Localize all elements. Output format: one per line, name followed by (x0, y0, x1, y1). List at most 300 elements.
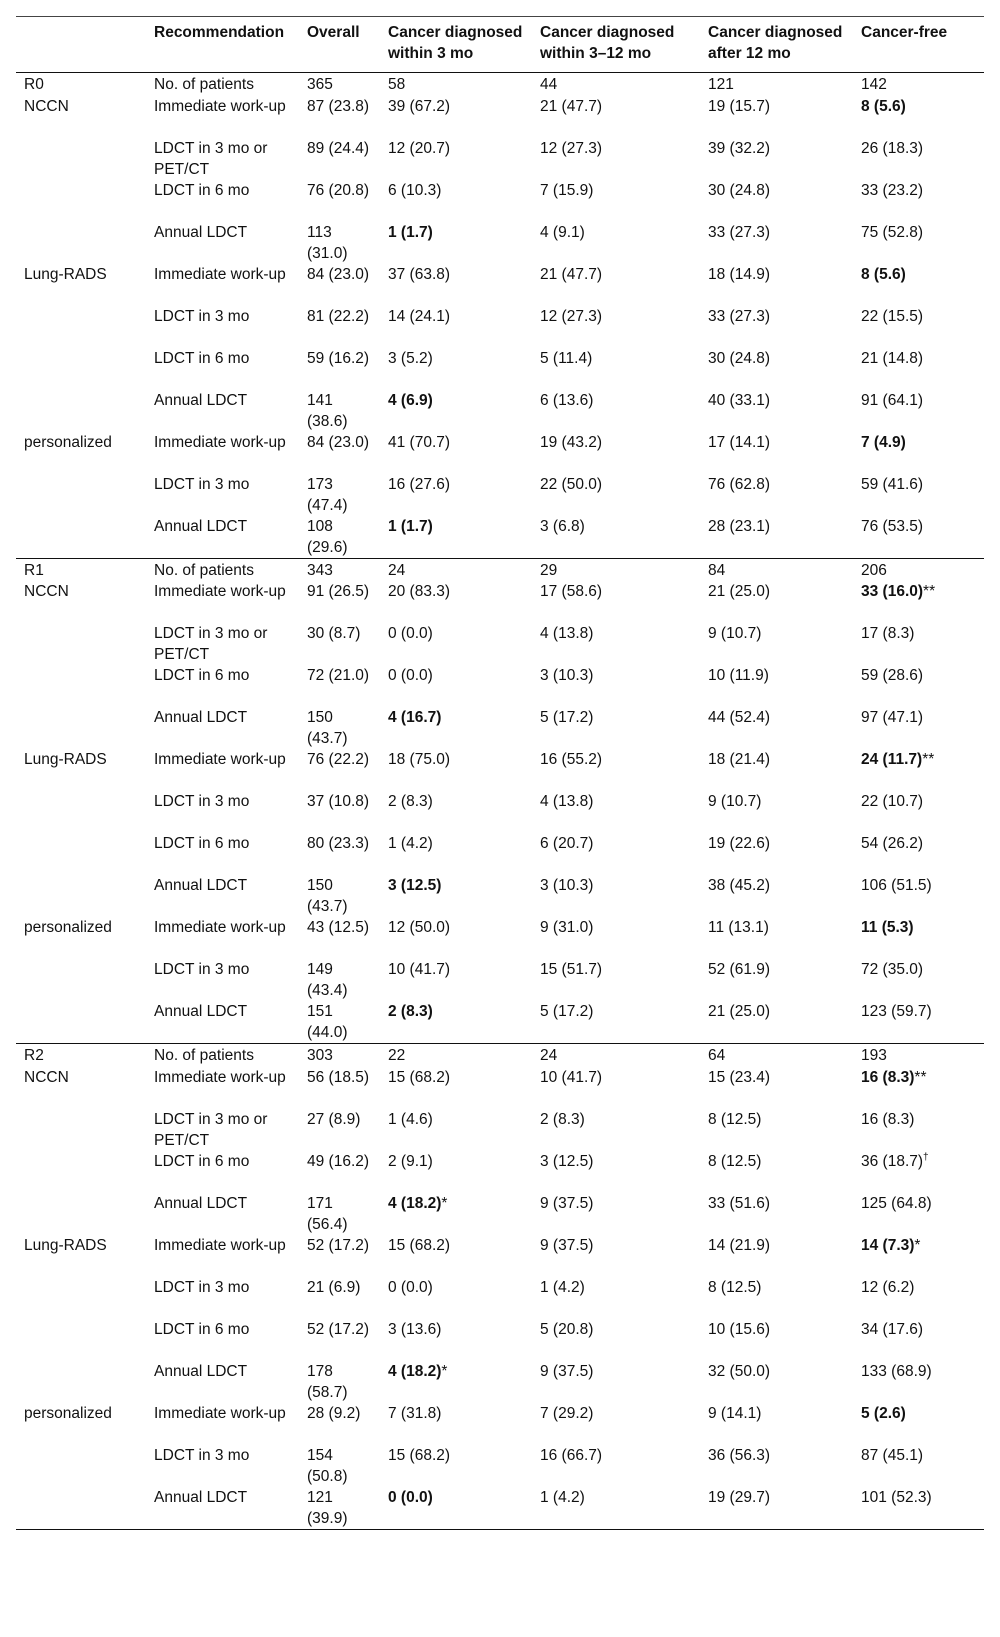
table-row (16, 73, 984, 96)
cancer-free-value: 17 (8.3) (861, 625, 915, 642)
cancer-after-12mo-cell (700, 1487, 853, 1530)
table-row (16, 1487, 984, 1530)
cancer-3-12mo-cell (532, 1235, 700, 1277)
overall-value: 84 (23.0) (307, 265, 370, 283)
recommendation-value: Annual LDCT (154, 1488, 248, 1506)
cancer-after-12mo-cell (700, 1361, 853, 1403)
cancer-free-value: 22 (10.7) (861, 793, 924, 810)
cancer-3-12mo-value: 29 (540, 561, 558, 579)
overall-value: 30 (8.7) (307, 625, 361, 642)
cancer-within-3mo-cell (380, 1001, 532, 1044)
cancer-after-12mo-value: 19 (29.7) (708, 1488, 771, 1506)
cancer-3-12mo-value: 16 (55.2) (540, 751, 603, 768)
cancer-within-3mo-cell (380, 665, 532, 707)
cancer-3-12mo-cell (532, 1361, 700, 1403)
cancer-3-12mo-value: 17 (58.6) (540, 583, 603, 600)
cancer-3-12mo-value: 7 (29.2) (540, 1404, 594, 1422)
recommendation-value: Annual LDCT (154, 223, 248, 241)
recommendation-value: LDCT in 3 mo (154, 961, 250, 978)
cancer-after-12mo-value: 19 (15.7) (708, 97, 771, 115)
cancer-after-12mo-value: 10 (15.6) (708, 1320, 771, 1338)
cancer-free-value: 97 (47.1) (861, 709, 924, 726)
cancer-3-12mo-value: 5 (17.2) (540, 709, 594, 726)
cancer-within-3mo-value: 2 (8.3) (388, 1003, 433, 1020)
table-row (16, 1044, 984, 1067)
cancer-free-cell (853, 138, 984, 180)
cancer-free-cell (853, 665, 984, 707)
cancer-within-3mo-value: 16 (27.6) (388, 475, 451, 493)
table-row (16, 180, 984, 222)
recommendation-cell (146, 875, 299, 917)
table-row (16, 1193, 984, 1235)
cancer-free-cell (853, 1109, 984, 1151)
cancer-after-12mo-cell (700, 474, 853, 516)
cancer-after-12mo-cell (700, 1044, 853, 1067)
cancer-within-3mo-cell (380, 432, 532, 474)
cancer-within-3mo-value: 1 (1.7) (388, 223, 433, 241)
cancer-free-value: 87 (45.1) (861, 1446, 924, 1464)
recommendation-value: LDCT in 6 mo (154, 1320, 250, 1338)
cancer-free-value: 75 (52.8) (861, 223, 924, 241)
cancer-after-12mo-cell (700, 623, 853, 665)
cancer-free-value: 24 (11.7) (861, 751, 923, 768)
round-guideline-cell (16, 917, 146, 959)
cancer-free-value: 14 (7.3) (861, 1236, 915, 1254)
overall-cell (299, 516, 380, 559)
recommendation-value: Immediate work-up (154, 265, 286, 283)
overall-value: 171 (56.4) (307, 1194, 348, 1233)
cancer-free-cell (853, 73, 984, 96)
cancer-within-3mo-value: 1 (4.6) (388, 1110, 433, 1128)
cancer-within-3mo-value: 4 (16.7) (388, 709, 442, 726)
cancer-after-12mo-value: 11 (13.1) (708, 919, 769, 936)
cancer-within-3mo-value: 18 (75.0) (388, 751, 451, 768)
recommendation-value: LDCT in 6 mo (154, 181, 250, 199)
cancer-after-12mo-cell (700, 1109, 853, 1151)
cancer-3-12mo-value: 6 (13.6) (540, 391, 594, 409)
cancer-3-12mo-cell (532, 516, 700, 559)
cancer-within-3mo-value: 3 (13.6) (388, 1320, 442, 1338)
overall-cell (299, 306, 380, 348)
cancer-after-12mo-value: 38 (45.2) (708, 877, 771, 894)
overall-value: 91 (26.5) (307, 583, 370, 600)
cancer-3-12mo-cell (532, 1151, 700, 1193)
table-row (16, 917, 984, 959)
cancer-3-12mo-value: 16 (66.7) (540, 1446, 603, 1464)
cancer-3-12mo-cell (532, 1487, 700, 1530)
cancer-after-12mo-value: 33 (27.3) (708, 223, 771, 241)
cancer-free-cell (853, 1319, 984, 1361)
overall-cell (299, 1109, 380, 1151)
cancer-free-cell (853, 516, 984, 559)
cancer-after-12mo-cell (700, 749, 853, 791)
cancer-free-value: 33 (16.0) (861, 583, 924, 600)
cancer-3-12mo-value: 21 (47.7) (540, 265, 603, 283)
cancer-within-3mo-cell (380, 791, 532, 833)
cancer-within-3mo-value: 20 (83.3) (388, 583, 451, 600)
cancer-free-cell (853, 581, 984, 623)
header-cancer-after-12mo: Cancer diagnosed after 12 mo (708, 24, 843, 62)
cancer-3-12mo-cell (532, 474, 700, 516)
round-guideline-cell (16, 432, 146, 474)
cancer-within-3mo-value: 10 (41.7) (388, 961, 451, 978)
overall-cell (299, 348, 380, 390)
recommendation-value: LDCT in 3 mo (154, 475, 250, 493)
cancer-free-cell (853, 474, 984, 516)
cancer-free-value: 8 (5.6) (861, 97, 906, 115)
round-guideline-cell (16, 1001, 146, 1044)
overall-cell (299, 1361, 380, 1403)
cancer-3-12mo-cell (532, 707, 700, 749)
cancer-free-value: 101 (52.3) (861, 1488, 932, 1506)
overall-value: 28 (9.2) (307, 1404, 361, 1422)
overall-cell (299, 1487, 380, 1530)
cancer-3-12mo-cell (532, 665, 700, 707)
cancer-free-cell (853, 306, 984, 348)
cancer-within-3mo-cell (380, 1193, 532, 1235)
recommendation-cell (146, 959, 299, 1001)
cancer-free-cell (853, 222, 984, 264)
cancer-3-12mo-value: 5 (11.4) (540, 349, 593, 367)
overall-cell (299, 707, 380, 749)
cancer-within-3mo-cell (380, 138, 532, 180)
cancer-3-12mo-cell (532, 833, 700, 875)
recommendation-value: Immediate work-up (154, 1068, 286, 1086)
recommendation-value: Immediate work-up (154, 1404, 286, 1422)
round-guideline-cell (16, 665, 146, 707)
cancer-free-value: 34 (17.6) (861, 1320, 924, 1338)
cancer-after-12mo-value: 121 (708, 76, 734, 93)
cancer-within-3mo-cell (380, 1151, 532, 1193)
cancer-within-3mo-cell (380, 1361, 532, 1403)
cancer-after-12mo-cell (700, 390, 853, 432)
table-row (16, 707, 984, 749)
recommendation-value: LDCT in 6 mo (154, 349, 250, 367)
table-row (16, 264, 984, 306)
cancer-after-12mo-cell (700, 959, 853, 1001)
cancer-after-12mo-value: 18 (21.4) (708, 751, 771, 768)
recommendation-value: Annual LDCT (154, 1194, 248, 1212)
round-guideline-cell (16, 1109, 146, 1151)
recommendation-cell (146, 1044, 299, 1067)
cancer-after-12mo-value: 39 (32.2) (708, 139, 771, 157)
round-label: R1 (24, 561, 44, 579)
cancer-within-3mo-cell (380, 875, 532, 917)
cancer-free-cell (853, 833, 984, 875)
round-guideline-cell (16, 623, 146, 665)
overall-value: 27 (8.9) (307, 1110, 361, 1128)
cancer-free-cell (853, 264, 984, 306)
cancer-within-3mo-cell (380, 306, 532, 348)
round-guideline-cell (16, 1193, 146, 1235)
cancer-free-cell (853, 1001, 984, 1044)
recommendation-cell (146, 516, 299, 559)
recommendation-cell (146, 73, 299, 96)
cancer-within-3mo-value: 37 (63.8) (388, 265, 451, 283)
cancer-after-12mo-value: 15 (23.4) (708, 1068, 771, 1086)
cancer-3-12mo-cell (532, 1193, 700, 1235)
cancer-after-12mo-cell (700, 180, 853, 222)
cancer-free-cell (853, 1235, 984, 1277)
cancer-after-12mo-cell (700, 833, 853, 875)
round-guideline-cell (16, 749, 146, 791)
overall-value: 84 (23.0) (307, 433, 370, 451)
cancer-within-3mo-value: 15 (68.2) (388, 1068, 451, 1086)
overall-cell (299, 432, 380, 474)
guideline-label: NCCN (24, 1068, 69, 1086)
overall-cell (299, 222, 380, 264)
cancer-within-3mo-value: 1 (1.7) (388, 517, 433, 535)
cancer-after-12mo-cell (700, 917, 853, 959)
recommendation-cell (146, 791, 299, 833)
cancer-free-value: 123 (59.7) (861, 1003, 932, 1020)
overall-cell (299, 138, 380, 180)
cancer-free-cell (853, 96, 984, 138)
cancer-3-12mo-cell (532, 180, 700, 222)
round-guideline-cell (16, 875, 146, 917)
cancer-after-12mo-value: 32 (50.0) (708, 1362, 771, 1380)
table-row (16, 348, 984, 390)
recommendation-cell (146, 1319, 299, 1361)
cancer-free-cell (853, 917, 984, 959)
recommendation-cell (146, 1361, 299, 1403)
cancer-3-12mo-cell (532, 73, 700, 96)
overall-value: 76 (20.8) (307, 181, 370, 199)
cancer-free-value: 7 (4.9) (861, 433, 906, 451)
cancer-after-12mo-cell (700, 1277, 853, 1319)
cancer-after-12mo-value: 10 (11.9) (708, 667, 769, 684)
cancer-after-12mo-cell (700, 1445, 853, 1487)
cancer-after-12mo-value: 84 (708, 561, 726, 579)
overall-cell (299, 1445, 380, 1487)
cancer-3-12mo-value: 9 (31.0) (540, 919, 594, 936)
table-row (16, 138, 984, 180)
cancer-within-3mo-cell (380, 180, 532, 222)
round-guideline-cell (16, 581, 146, 623)
header-cancer-within-3mo: Cancer diagnosed within 3 mo (388, 24, 523, 62)
overall-value: 43 (12.5) (307, 919, 370, 936)
cancer-after-12mo-value: 19 (22.6) (708, 835, 771, 852)
recommendation-cell (146, 1235, 299, 1277)
round-guideline-cell (16, 1067, 146, 1109)
overall-cell (299, 1193, 380, 1235)
cancer-3-12mo-value: 6 (20.7) (540, 835, 594, 852)
cancer-within-3mo-value: 41 (70.7) (388, 433, 451, 451)
cancer-3-12mo-value: 1 (4.2) (540, 1278, 585, 1296)
recommendation-value: No. of patients (154, 561, 254, 579)
recommendation-cell (146, 1067, 299, 1109)
table-row (16, 1361, 984, 1403)
cancer-3-12mo-value: 15 (51.7) (540, 961, 603, 978)
round-guideline-cell (16, 1361, 146, 1403)
cancer-3-12mo-cell (532, 222, 700, 264)
cancer-after-12mo-value: 33 (51.6) (708, 1194, 771, 1212)
cancer-free-value: 59 (41.6) (861, 475, 924, 493)
cancer-3-12mo-value: 19 (43.2) (540, 433, 603, 451)
cancer-within-3mo-value: 4 (18.2) (388, 1362, 442, 1380)
cancer-free-cell (853, 1403, 984, 1445)
round-guideline-cell (16, 1403, 146, 1445)
cancer-3-12mo-cell (532, 1067, 700, 1109)
footnote-marker: † (923, 1151, 929, 1163)
table-row (16, 1067, 984, 1109)
overall-cell (299, 1235, 380, 1277)
cancer-3-12mo-value: 4 (13.8) (540, 793, 594, 810)
cancer-free-value: 91 (64.1) (861, 391, 924, 409)
cancer-after-12mo-value: 18 (14.9) (708, 265, 771, 283)
round-guideline-cell (16, 390, 146, 432)
round-guideline-cell (16, 96, 146, 138)
table-row (16, 1151, 984, 1193)
cancer-3-12mo-cell (532, 1277, 700, 1319)
cancer-after-12mo-cell (700, 96, 853, 138)
recommendation-value: LDCT in 3 mo (154, 793, 250, 810)
cancer-free-cell (853, 1193, 984, 1235)
cancer-free-cell (853, 875, 984, 917)
cancer-free-value: 21 (14.8) (861, 349, 924, 367)
cancer-after-12mo-cell (700, 1235, 853, 1277)
cancer-within-3mo-value: 39 (67.2) (388, 97, 451, 115)
significance-marker: ** (923, 583, 936, 600)
cancer-3-12mo-cell (532, 1109, 700, 1151)
guideline-label: Lung-RADS (24, 1236, 107, 1254)
guideline-label: personalized (24, 433, 112, 451)
overall-value: 365 (307, 76, 333, 93)
recommendation-cell (146, 665, 299, 707)
overall-value: 154 (50.8) (307, 1446, 348, 1485)
cancer-after-12mo-cell (700, 516, 853, 559)
recommendation-value: Immediate work-up (154, 433, 286, 451)
header-recommendation: Recommendation (154, 24, 285, 41)
table-row (16, 222, 984, 264)
overall-cell (299, 474, 380, 516)
cancer-free-cell (853, 707, 984, 749)
cancer-3-12mo-value: 22 (50.0) (540, 475, 603, 493)
recommendation-cell (146, 306, 299, 348)
recommendation-cell (146, 348, 299, 390)
cancer-after-12mo-cell (700, 1319, 853, 1361)
overall-value: 21 (6.9) (307, 1278, 361, 1296)
cancer-3-12mo-value: 4 (9.1) (540, 223, 585, 241)
recommendation-cell (146, 96, 299, 138)
table-row (16, 474, 984, 516)
recommendation-cell (146, 833, 299, 875)
table-row (16, 791, 984, 833)
cancer-after-12mo-cell (700, 558, 853, 581)
cancer-3-12mo-cell (532, 138, 700, 180)
overall-cell (299, 833, 380, 875)
cancer-3-12mo-cell (532, 1044, 700, 1067)
cancer-within-3mo-cell (380, 1445, 532, 1487)
recommendation-value: Annual LDCT (154, 391, 248, 409)
cancer-free-value: 12 (6.2) (861, 1278, 915, 1296)
cancer-3-12mo-cell (532, 791, 700, 833)
cancer-3-12mo-cell (532, 348, 700, 390)
cancer-free-cell (853, 623, 984, 665)
cancer-after-12mo-value: 14 (21.9) (708, 1236, 771, 1254)
significance-marker: ** (914, 1068, 927, 1086)
cancer-3-12mo-cell (532, 96, 700, 138)
table-row (16, 749, 984, 791)
round-guideline-cell (16, 1319, 146, 1361)
round-guideline-cell (16, 474, 146, 516)
cancer-3-12mo-cell (532, 875, 700, 917)
round-guideline-cell (16, 1151, 146, 1193)
cancer-3-12mo-cell (532, 264, 700, 306)
cancer-within-3mo-cell (380, 1277, 532, 1319)
cancer-after-12mo-value: 21 (25.0) (708, 583, 771, 600)
recommendation-value: No. of patients (154, 1047, 254, 1064)
recommendation-value: Annual LDCT (154, 1003, 248, 1020)
cancer-3-12mo-cell (532, 623, 700, 665)
table-row (16, 959, 984, 1001)
header-overall: Overall (307, 24, 360, 41)
cancer-after-12mo-cell (700, 306, 853, 348)
table-body (16, 73, 984, 1530)
recommendation-cell (146, 264, 299, 306)
cancer-after-12mo-cell (700, 1151, 853, 1193)
cancer-after-12mo-cell (700, 73, 853, 96)
cancer-free-cell (853, 1445, 984, 1487)
cancer-within-3mo-cell (380, 707, 532, 749)
overall-value: 81 (22.2) (307, 307, 370, 325)
overall-value: 52 (17.2) (307, 1236, 370, 1254)
overall-value: 87 (23.8) (307, 97, 370, 115)
cancer-free-value: 206 (861, 561, 887, 579)
cancer-within-3mo-cell (380, 917, 532, 959)
table-row (16, 558, 984, 581)
cancer-within-3mo-value: 12 (20.7) (388, 139, 451, 157)
overall-value: 76 (22.2) (307, 751, 370, 768)
cancer-after-12mo-cell (700, 432, 853, 474)
overall-value: 56 (18.5) (307, 1068, 370, 1086)
round-guideline-cell (16, 516, 146, 559)
cancer-free-value: 59 (28.6) (861, 667, 924, 684)
round-guideline-cell (16, 138, 146, 180)
table-row (16, 875, 984, 917)
cancer-within-3mo-value: 2 (8.3) (388, 793, 433, 810)
cancer-within-3mo-value: 4 (6.9) (388, 391, 433, 409)
recommendation-value: LDCT in 3 mo (154, 307, 250, 325)
cancer-3-12mo-value: 3 (12.5) (540, 1152, 594, 1170)
overall-cell (299, 959, 380, 1001)
cancer-3-12mo-value: 10 (41.7) (540, 1068, 603, 1086)
guideline-label: Lung-RADS (24, 751, 107, 768)
recommendation-cell (146, 180, 299, 222)
cancer-free-cell (853, 432, 984, 474)
cancer-3-12mo-value: 12 (27.3) (540, 307, 603, 325)
cancer-after-12mo-cell (700, 707, 853, 749)
cancer-free-value: 76 (53.5) (861, 517, 924, 535)
recommendation-value: LDCT in 6 mo (154, 667, 250, 684)
cancer-within-3mo-cell (380, 959, 532, 1001)
round-guideline-cell (16, 1487, 146, 1530)
cancer-within-3mo-value: 24 (388, 561, 406, 579)
cancer-after-12mo-value: 8 (12.5) (708, 1278, 762, 1296)
cancer-after-12mo-value: 76 (62.8) (708, 475, 771, 493)
recommendation-value: LDCT in 3 mo or PET/CT (154, 1110, 268, 1149)
table-row (16, 306, 984, 348)
cancer-within-3mo-value: 15 (68.2) (388, 1446, 451, 1464)
round-guideline-cell (16, 1277, 146, 1319)
cancer-3-12mo-cell (532, 581, 700, 623)
table-row (16, 516, 984, 559)
cancer-3-12mo-value: 3 (10.3) (540, 877, 594, 894)
cancer-3-12mo-value: 21 (47.7) (540, 97, 603, 115)
round-guideline-cell (16, 833, 146, 875)
overall-cell (299, 1403, 380, 1445)
table-row (16, 665, 984, 707)
